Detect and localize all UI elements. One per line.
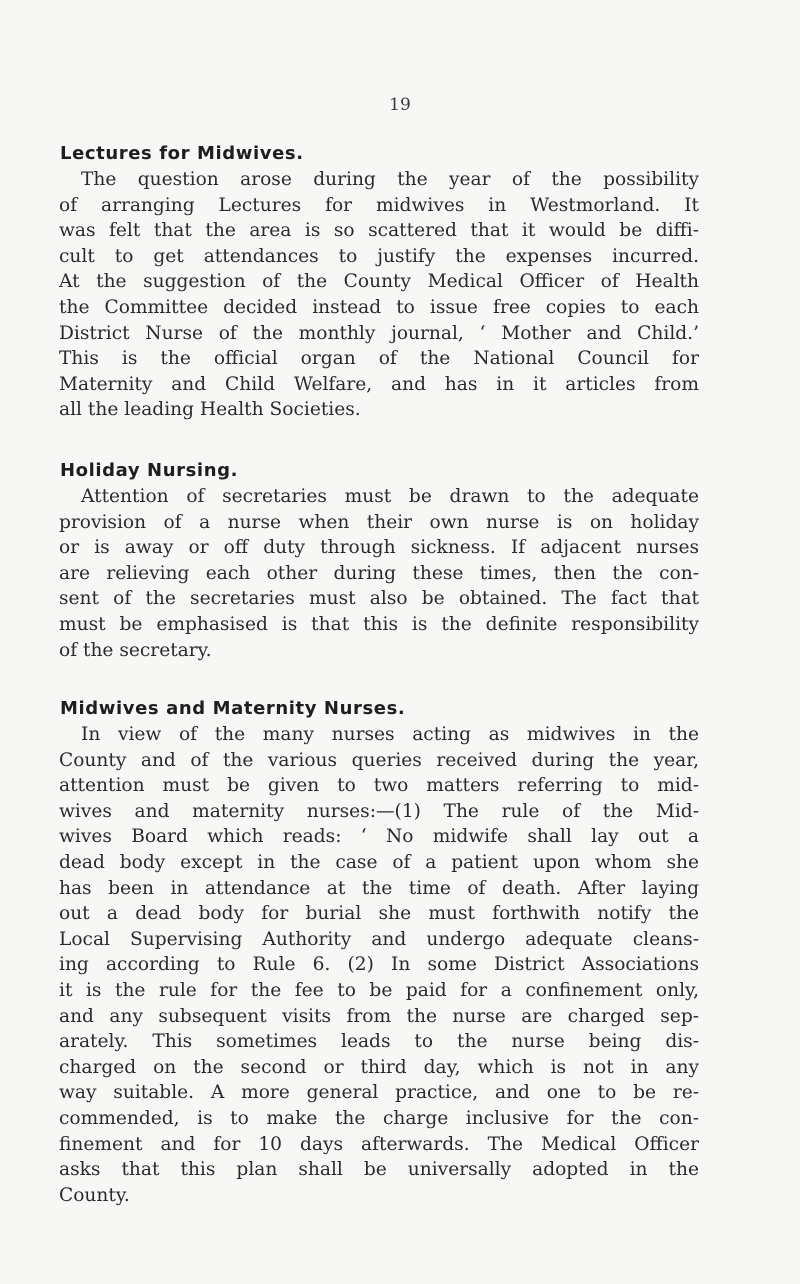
text-line: In view of the many nurses acting as midwives in the — [81, 724, 699, 746]
text-line: At the suggestion of the County Medical Officer of Health — [59, 271, 699, 293]
text-line: all the leading Health Societies. — [59, 399, 361, 421]
page-number: 19 — [389, 95, 411, 115]
text-line: sent of the secretaries must also be obtained. The fact that — [59, 588, 699, 610]
text-line: Attention of secretaries must be drawn to the adequate — [81, 485, 699, 507]
text-line: This is the official organ of the National Council for — [59, 348, 699, 370]
text-line: Maternity and Child Welfare, and has in it articles from — [59, 373, 699, 395]
text-line: of arranging Lectures for midwives in Westmorland. It — [59, 194, 699, 216]
section-heading: Midwives and Maternity Nurses. — [60, 698, 406, 720]
text-line: charged on the second or third day, which is not in any — [59, 1056, 699, 1078]
text-line: finement and for 10 days afterwards. The Medical Officer — [59, 1133, 699, 1155]
text-line: commended, is to make the charge inclusive for the con- — [59, 1108, 699, 1129]
text-line: asks that this plan shall be universally adopted in the — [59, 1159, 699, 1181]
text-line: arately. This sometimes leads to the nurse being dis- — [59, 1031, 699, 1053]
text-line: has been in attendance at the time of death. After laying — [59, 877, 699, 899]
text-line: District Nurse of the monthly journal, ‘ Mother and Child.’ — [59, 322, 699, 344]
text-line: and any subsequent visits from the nurse are charged sep- — [59, 1005, 699, 1027]
text-line: provision of a nurse when their own nurse is on holiday — [59, 511, 699, 533]
section-heading: Holiday Nursing. — [60, 459, 239, 481]
section-heading: Lectures for Midwives. — [60, 143, 304, 164]
text-line: the Committee decided instead to issue free copies to each — [59, 296, 699, 318]
text-line: cult to get attendances to justify the expenses incurred. — [59, 245, 699, 267]
text-line: must be emphasised is that this is the definite responsibility — [59, 613, 699, 635]
text-line: County. — [59, 1184, 130, 1206]
text-line: wives and maternity nurses:—(1) The rule of the Mid- — [59, 800, 699, 822]
section-lectures-for-midwives — [59, 141, 699, 423]
text-line: attention must be given to two matters referring to mid- — [59, 775, 699, 797]
text-line: or is away or off duty through sickness. If adjacent nurses — [59, 537, 699, 559]
text-line: The question arose during the year of the possibility — [81, 169, 699, 190]
section-midwives-and-maternity-nurses — [59, 696, 699, 1208]
text-line: County and of the various queries received during the year, — [59, 749, 699, 771]
text-line: way suitable. A more general practice, and one to be re- — [59, 1082, 699, 1104]
text-line: are relieving each other during these times, then the con- — [59, 562, 699, 584]
section-paragraph — [59, 722, 699, 1208]
text-line: dead body except in the case of a patient upon whom she — [59, 852, 699, 874]
text-line: of the secretary. — [59, 639, 212, 661]
text-line: it is the rule for the fee to be paid for a confinement only, — [59, 980, 699, 1002]
document-page — [59, 141, 699, 1241]
text-line: ing according to Rule 6. (2) In some District Associations — [59, 954, 699, 976]
section-paragraph — [59, 484, 699, 663]
text-line: wives Board which reads: ‘ No midwife shall lay out a — [59, 826, 699, 848]
text-line: was felt that the area is so scattered that it would be diffi- — [59, 220, 699, 242]
section-paragraph — [59, 167, 699, 423]
section-holiday-nursing — [59, 458, 699, 663]
text-line: out a dead body for burial she must forthwith notify the — [59, 903, 699, 925]
text-line: Local Supervising Authority and undergo adequate cleans- — [59, 928, 699, 950]
